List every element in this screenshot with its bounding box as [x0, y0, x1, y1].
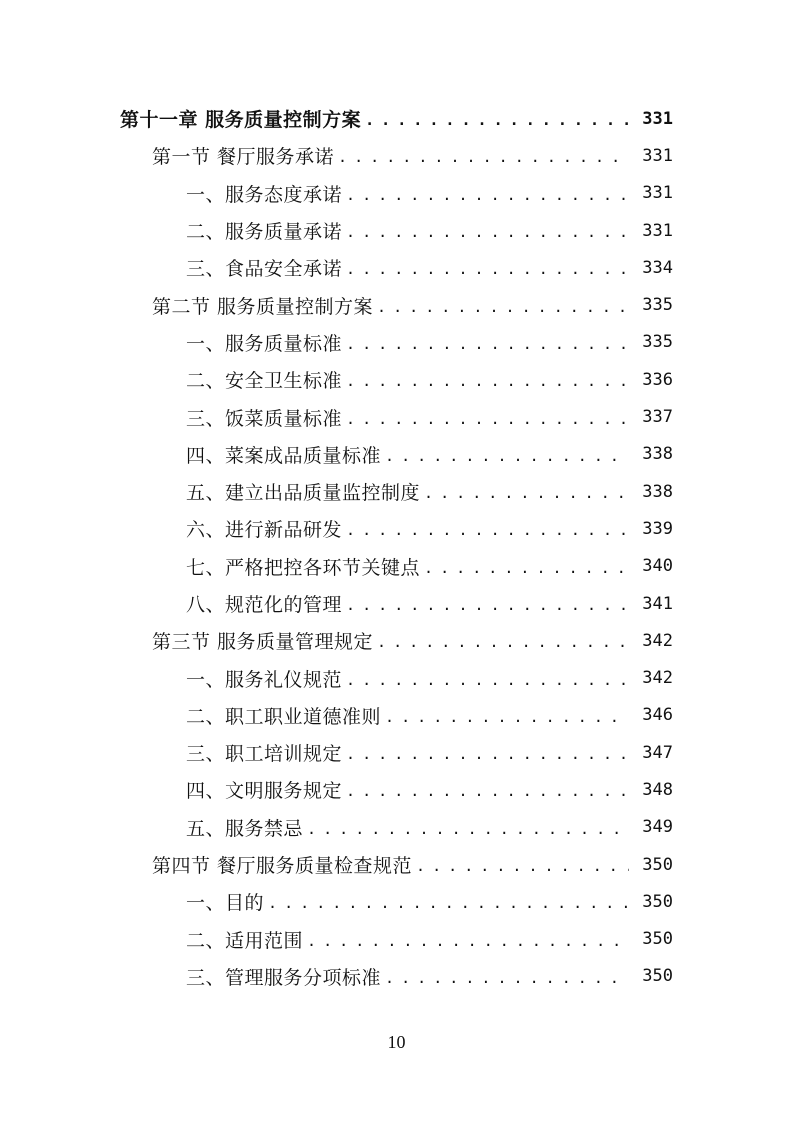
toc-subsection-entry[interactable] — [0, 324, 793, 361]
toc-entry-title: 二、职工职业道德准则 — [186, 705, 382, 728]
toc-dot-leader — [424, 561, 629, 576]
toc-subsection-entry[interactable] — [0, 398, 793, 435]
toc-entry-page: 339 — [642, 518, 673, 539]
toc-entry-page: 350 — [642, 854, 673, 875]
toc-entry-page: 349 — [642, 817, 673, 838]
toc-subsection-entry[interactable] — [0, 510, 793, 547]
toc-entry-page: 331 — [642, 145, 673, 166]
toc-entry-title: 一、目的 — [186, 892, 265, 915]
toc-entry-page: 348 — [642, 779, 673, 800]
toc-section-entry[interactable] — [0, 137, 793, 174]
toc-entry-page: 335 — [642, 295, 673, 316]
toc-dot-leader — [346, 523, 629, 538]
toc-dot-leader — [346, 225, 629, 240]
toc-dot-leader — [385, 449, 629, 464]
toc-dot-leader — [346, 374, 629, 389]
toc-section-entry[interactable] — [0, 622, 793, 659]
toc-dot-leader — [365, 113, 629, 128]
toc-entry-page: 338 — [642, 481, 673, 502]
toc-entry-title: 二、安全卫生标准 — [186, 370, 343, 393]
toc-dot-leader — [385, 971, 629, 986]
table-of-contents — [0, 100, 793, 995]
toc-entry-page: 341 — [642, 593, 673, 614]
toc-dot-leader — [346, 337, 629, 352]
toc-subsection-entry[interactable] — [0, 212, 793, 249]
toc-entry-title: 五、建立出品质量监控制度 — [186, 482, 421, 505]
toc-subsection-entry[interactable] — [0, 548, 793, 585]
toc-subsection-entry[interactable] — [0, 175, 793, 212]
toc-entry-page: 342 — [642, 668, 673, 689]
toc-entry-title: 三、饭菜质量标准 — [186, 407, 343, 430]
page-number: 10 — [387, 1032, 406, 1052]
toc-entry-page: 347 — [642, 742, 673, 763]
toc-dot-leader — [424, 486, 629, 501]
toc-entry-title: 第三节 服务质量管理规定 — [152, 631, 374, 654]
toc-dot-leader — [385, 710, 629, 725]
toc-entry-page: 350 — [642, 929, 673, 950]
toc-section-entry[interactable] — [0, 286, 793, 323]
toc-dot-leader — [416, 859, 629, 874]
toc-entry-page: 338 — [642, 444, 673, 465]
toc-entry-page: 337 — [642, 407, 673, 428]
toc-dot-leader — [307, 934, 629, 949]
toc-subsection-entry[interactable] — [0, 809, 793, 846]
toc-entry-title: 三、管理服务分项标准 — [186, 966, 382, 989]
toc-dot-leader — [346, 598, 629, 613]
toc-entry-page: 340 — [642, 556, 673, 577]
toc-dot-leader — [377, 300, 629, 315]
toc-entry-title: 三、职工培训规定 — [186, 743, 343, 766]
toc-entry-page: 331 — [642, 108, 673, 129]
toc-dot-leader — [268, 896, 629, 911]
toc-entry-title: 五、服务禁忌 — [186, 817, 304, 840]
toc-entry-title: 二、服务质量承诺 — [186, 221, 343, 244]
toc-subsection-entry[interactable] — [0, 585, 793, 622]
toc-subsection-entry[interactable] — [0, 361, 793, 398]
toc-entry-page: 336 — [642, 369, 673, 390]
toc-entry-title: 一、服务礼仪规范 — [186, 668, 343, 691]
toc-dot-leader — [346, 412, 629, 427]
toc-dot-leader — [346, 262, 629, 277]
toc-entry-title: 四、文明服务规定 — [186, 780, 343, 803]
toc-entry-title: 八、规范化的管理 — [186, 594, 343, 616]
toc-chapter-entry[interactable] — [0, 100, 793, 137]
toc-subsection-entry[interactable] — [0, 958, 793, 995]
toc-entry-title: 四、菜案成品质量标准 — [186, 444, 382, 467]
toc-entry-page: 335 — [642, 332, 673, 353]
toc-dot-leader — [346, 747, 629, 762]
toc-entry-page: 342 — [642, 630, 673, 651]
toc-subsection-entry[interactable] — [0, 436, 793, 473]
toc-dot-leader — [346, 784, 629, 799]
toc-entry-page: 350 — [642, 966, 673, 987]
toc-dot-leader — [307, 822, 629, 837]
toc-entry-page: 331 — [642, 220, 673, 241]
toc-entry-page: 331 — [642, 183, 673, 204]
toc-dot-leader — [346, 188, 629, 203]
toc-dot-leader — [338, 150, 629, 165]
toc-dot-leader — [377, 635, 629, 650]
toc-subsection-entry[interactable] — [0, 734, 793, 771]
toc-entry-title: 一、服务质量标准 — [186, 332, 343, 355]
toc-entry-title: 三、食品安全承诺 — [186, 258, 343, 281]
toc-entry-title: 第十一章 服务质量控制方案 — [120, 109, 362, 132]
toc-entry-title: 一、服务态度承诺 — [186, 183, 343, 206]
toc-dot-leader — [346, 673, 629, 688]
toc-subsection-entry[interactable] — [0, 697, 793, 734]
toc-subsection-entry[interactable] — [0, 883, 793, 920]
toc-subsection-entry[interactable] — [0, 659, 793, 696]
toc-entry-title: 第四节 餐厅服务质量检查规范 — [152, 855, 413, 878]
toc-subsection-entry[interactable] — [0, 771, 793, 808]
toc-entry-page: 334 — [642, 257, 673, 278]
toc-section-entry[interactable] — [0, 846, 793, 883]
toc-entry-title: 第二节 服务质量控制方案 — [152, 295, 374, 318]
toc-entry-title: 七、严格把控各环节关键点 — [186, 556, 421, 579]
toc-subsection-entry[interactable] — [0, 249, 793, 286]
toc-entry-title: 六、进行新品研发 — [186, 519, 343, 542]
toc-entry-title: 二、适用范围 — [186, 929, 304, 952]
toc-subsection-entry[interactable] — [0, 473, 793, 510]
toc-subsection-entry[interactable] — [0, 921, 793, 958]
toc-entry-title: 第一节 餐厅服务承诺 — [152, 146, 335, 169]
toc-entry-page: 350 — [642, 891, 673, 912]
toc-entry-page: 346 — [642, 705, 673, 726]
